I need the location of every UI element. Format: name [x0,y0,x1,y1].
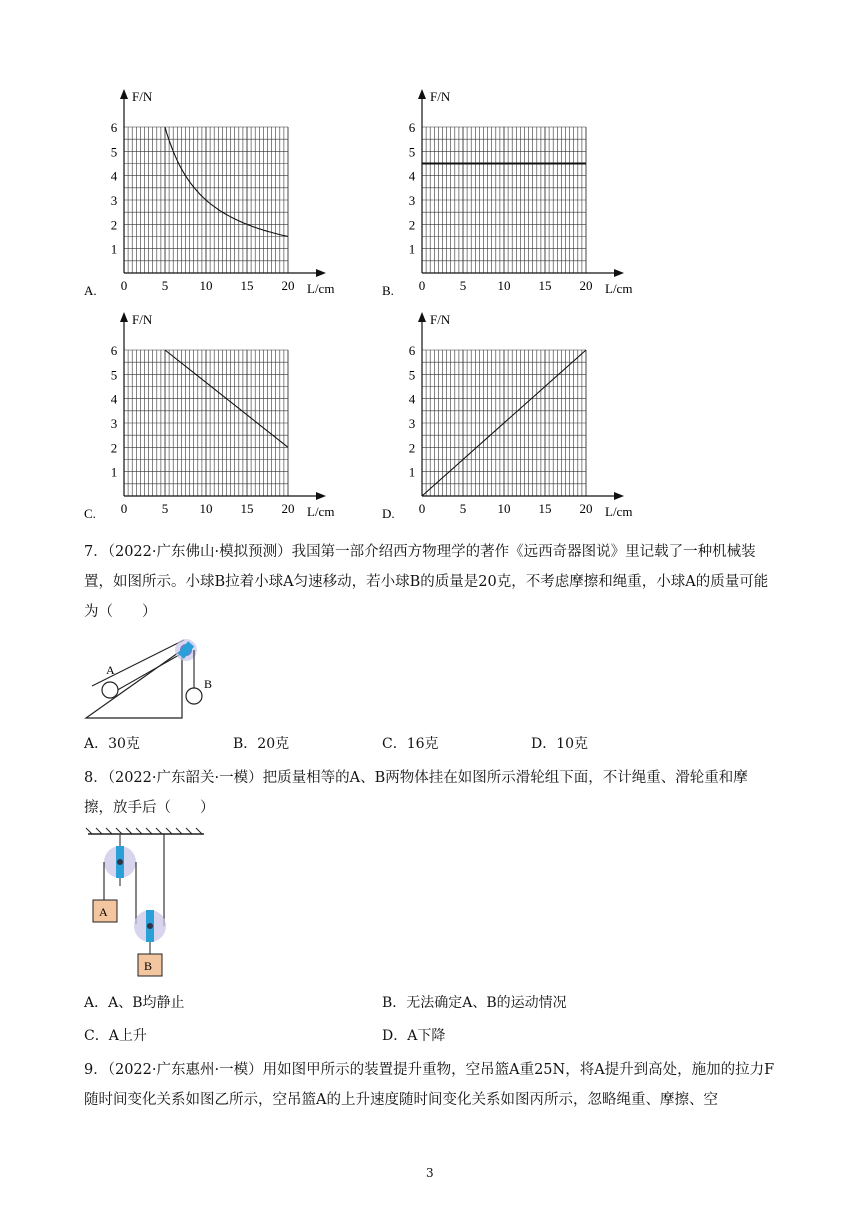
q7-option-c[interactable]: C．16克 [382,736,439,752]
option-label: C. [84,506,96,521]
q8-option-a[interactable]: A．A、B均静止 [84,995,185,1011]
x-tick-label: 5 [459,278,467,293]
x-tick-label: 10 [497,501,511,516]
question-9-text: 9．（2022·广东惠州·一模）用如图甲所示的装置提升重物，空吊篮A重25N，将A提升到高处，施加的拉力F随时间变化关系如图乙所示，空吊篮A的上升速度随时间变化关系如图丙所示，忽略绳重、摩擦、空 [84,1062,775,1108]
x-axis-label: L/cm [605,504,633,519]
question-8-text: 8．（2022·广东韶关·一模）把质量相等的A、B两物体挂在如图所示滑轮组下面，不计绳重、滑轮重和摩擦，放手后（ ） [84,770,748,816]
block-a-label: A [99,905,108,919]
x-tick-label: 0 [418,278,426,293]
x-axis-arrow [614,269,624,277]
x-tick-label: 20 [281,278,295,293]
y-tick-label: 1 [408,464,416,480]
x-tick-label: 10 [497,278,511,293]
option-label: D. [382,506,395,521]
x-axis-label: L/cm [307,504,335,519]
question-7-text: 7．（2022·广东佛山·模拟预测）我国第一部介绍西方物理学的著作《远西奇器图说》里记载了一种机械装置，如图所示。小球B拉着小球A匀速移动，若小球B的质量是20克，不考虑摩擦和绳重，小球A的质量可能为（ ） [84,544,769,620]
y-tick-label: 6 [110,343,118,358]
option-label: B. [382,283,394,298]
x-axis-arrow [614,492,624,500]
x-tick-label: 15 [538,278,552,293]
x-tick-label: 20 [281,501,295,516]
ball-b-label: B [204,677,213,691]
y-tick-label: 6 [110,120,118,135]
y-axis-label: F/N [430,312,451,327]
y-tick-label: 4 [408,391,416,407]
y-tick-label: 5 [110,367,118,383]
x-tick-label: 5 [161,501,169,516]
graph-d [380,308,670,530]
block-b-label: B [144,959,153,973]
x-tick-label: 0 [120,501,128,516]
y-tick-label: 3 [408,193,416,208]
option-label: A. [84,283,97,298]
x-axis-arrow [316,269,326,277]
x-tick-label: 10 [199,278,213,293]
y-axis-arrow [418,89,426,99]
x-axis-arrow [316,492,326,500]
ball-a-label: A [106,663,115,677]
x-tick-label: 15 [240,278,254,293]
x-axis-label: L/cm [605,281,633,296]
page-number: 3 [426,1166,434,1180]
y-tick-label: 3 [408,416,416,431]
x-tick-label: 0 [418,501,426,516]
x-axis-label: L/cm [307,281,335,296]
q7-option-a[interactable]: A．30克 [84,736,140,752]
y-tick-label: 1 [408,241,416,257]
x-tick-label: 0 [120,278,128,293]
y-tick-label: 1 [110,464,118,480]
y-tick-label: 2 [110,217,118,233]
y-tick-label: 6 [408,343,416,358]
graph-c [82,308,372,530]
x-tick-label: 10 [199,501,213,516]
y-tick-label: 4 [110,168,118,184]
y-tick-label: 5 [110,144,118,160]
y-tick-label: 5 [408,367,416,383]
x-tick-label: 20 [579,501,593,516]
y-axis-label: F/N [132,312,153,327]
y-axis-arrow [120,89,128,99]
q8-option-b[interactable]: B．无法确定A、B的运动情况 [382,995,567,1011]
y-tick-label: 1 [110,241,118,257]
q7-option-b[interactable]: B．20克 [233,736,290,752]
x-tick-label: 15 [538,501,552,516]
y-axis-label: F/N [132,89,153,104]
question-7-figure [84,636,224,722]
y-axis-arrow [120,312,128,322]
graph-b [380,85,670,305]
x-tick-label: 15 [240,501,254,516]
q8-option-c[interactable]: C．A上升 [84,1028,147,1044]
y-tick-label: 3 [110,416,118,431]
q8-option-d[interactable]: D．A下降 [382,1028,446,1044]
y-tick-label: 4 [110,391,118,407]
y-tick-label: 5 [408,144,416,160]
q7-option-d[interactable]: D．10克 [531,736,589,752]
graph-a [82,85,352,305]
x-tick-label: 20 [579,278,593,293]
question-8-figure [84,826,214,982]
y-tick-label: 4 [408,168,416,184]
y-axis-label: F/N [430,89,451,104]
y-axis-arrow [418,312,426,322]
y-tick-label: 2 [408,217,416,233]
y-tick-label: 2 [110,440,118,456]
x-tick-label: 5 [459,501,467,516]
y-tick-label: 6 [408,120,416,135]
x-tick-label: 5 [161,278,169,293]
y-tick-label: 2 [408,440,416,456]
y-tick-label: 3 [110,193,118,208]
